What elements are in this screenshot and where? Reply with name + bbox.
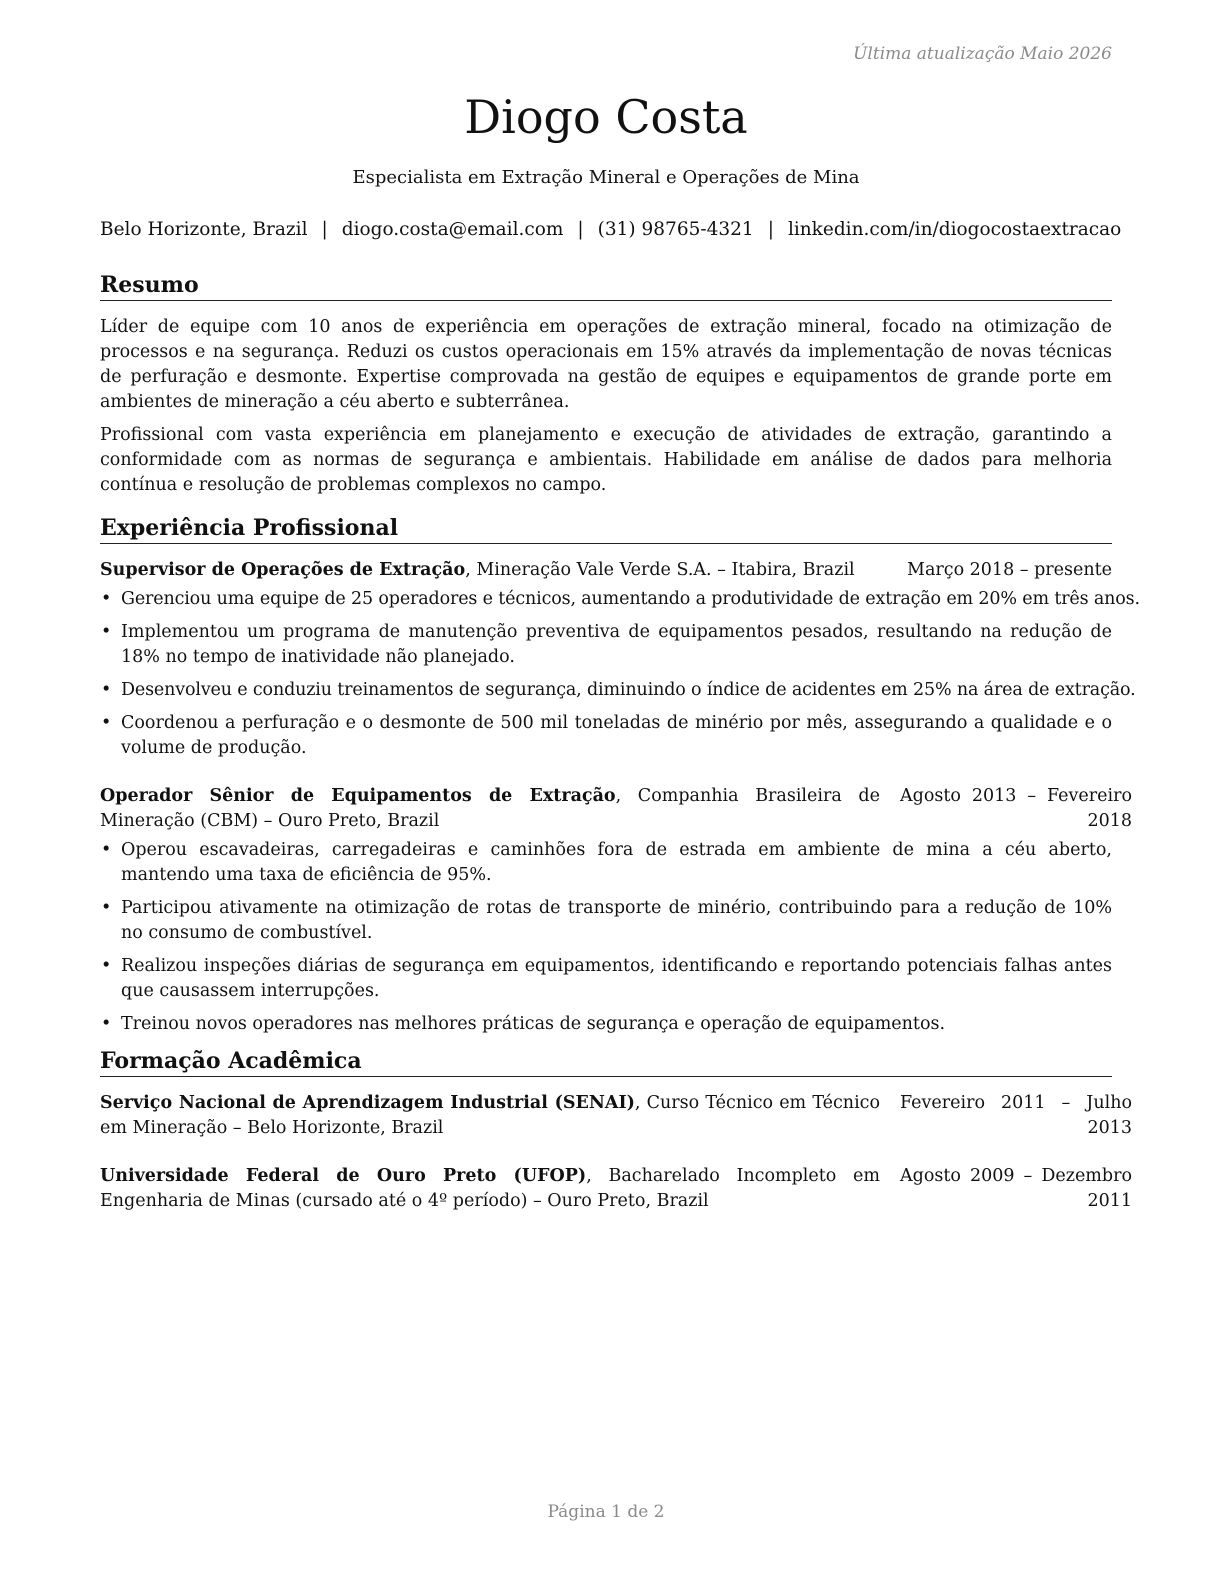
bullet-item: • Realizou inspeções diárias de segurança em equipamentos, identificando e reportando potenciais falhas antes que causassem interrupções. — [100, 954, 1112, 1004]
contact-separator: | — [767, 219, 774, 240]
section-title-summary: Resumo — [100, 271, 1112, 301]
education-dates: Agosto 2009 – Dezembro 2011 — [900, 1166, 1132, 1211]
bullet-item: • Implementou um programa de manutenção preventiva de equipamentos pesados, resultando na redução de 18% no tempo de inatividade não planejado. — [100, 620, 1112, 670]
bullet-item: • Desenvolveu e conduziu treinamentos de segurança, diminuindo o índice de acidentes em 25% na área de extração. — [100, 678, 1112, 703]
summary-paragraph: Líder de equipe com 10 anos de experiência em operações de extração mineral, focado na otimização de processos e na segurança. Reduzi os custos operacionais em 15% através da implementação de novas técnicas de perfuração e desmonte. Expertise comprovada na gestão de equipes e equipamentos de grande porte em ambientes de mineração a céu aberto e subterrânea. — [100, 317, 1112, 412]
education-institution: Universidade Federal de Ouro Preto (UFOP) — [100, 1166, 587, 1186]
bullet-item: • Operou escavadeiras, carregadeiras e caminhões fora de estrada em ambiente de mina a céu aberto, mantendo uma taxa de eficiência de 95%. — [100, 838, 1112, 888]
job-role: Operador Sênior de Equipamentos de Extração — [100, 786, 616, 806]
section-title-experience: Experiência Profissional — [100, 514, 1112, 544]
education-dates: Fevereiro 2011 – Julho 2013 — [900, 1093, 1132, 1138]
education-entry — [100, 1091, 1132, 1141]
job-organization: , Mineração Vale Verde S.A. – Itabira, Brazil — [465, 560, 855, 580]
headline: Especialista em Extração Mineral e Operações de Mina — [352, 167, 860, 188]
bullet-item: • Participou ativamente na otimização de rotas de transporte de minério, contribuindo para a redução de 10% no consumo de combustível. — [100, 896, 1112, 946]
job-header — [100, 784, 1132, 834]
resume-page — [100, 0, 1140, 1584]
summary-paragraph: Profissional com vasta experiência em planejamento e execução de atividades de extração, garantindo a conformidade com as normas de segurança e ambientais. Habilidade em análise de dados para melhoria contínua e resolução de problemas complexos no campo. — [100, 425, 1112, 495]
summary-section — [100, 271, 1112, 506]
job-entry — [100, 558, 1140, 761]
job-header — [100, 558, 1112, 583]
bullet-item: • Treinou novos operadores nas melhores práticas de segurança e operação de equipamentos. — [100, 1012, 1112, 1037]
bullet-item: • Gerenciou uma equipe de 25 operadores e técnicos, aumentando a produtividade de extração em 20% em três anos. — [100, 587, 1112, 612]
education-details: , Curso Técnico em Técnico em Mineração – Belo Horizonte, Brazil — [100, 1093, 880, 1138]
job-organization: , Companhia Brasileira de Mineração (CBM) – Ouro Preto, Brazil — [100, 786, 880, 831]
job-bullets — [100, 838, 1112, 1037]
job-dates: Agosto 2013 – Fevereiro 2018 — [900, 786, 1132, 831]
last-updated: Última atualização Maio 2026 — [853, 44, 1112, 64]
education-entry — [100, 1164, 1132, 1214]
contact-separator: | — [577, 219, 584, 240]
education-section — [100, 1047, 1132, 1214]
job-bullets — [100, 587, 1140, 761]
job-title-line — [100, 784, 900, 834]
page-number: Página 1 de 2 — [547, 1502, 665, 1522]
job-title-line — [100, 558, 907, 583]
job-role: Supervisor de Operações de Extração — [100, 560, 466, 580]
job-dates: Março 2018 – presente — [907, 560, 1112, 580]
experience-section — [100, 514, 1140, 1045]
job-entry — [100, 784, 1132, 1037]
section-title-education: Formação Acadêmica — [100, 1047, 1112, 1077]
education-institution: Serviço Nacional de Aprendizagem Industrial (SENAI) — [100, 1093, 635, 1113]
contact-linkedin[interactable]: linkedin.com/in/diogocostaextracao — [787, 219, 1122, 240]
contact-line — [100, 219, 1122, 240]
education-details: , Bacharelado Incompleto em Engenharia de Minas (cursado até o 4º período) – Ouro Preto, Brazil — [100, 1166, 880, 1211]
contact-location: Belo Horizonte, Brazil — [100, 219, 308, 240]
candidate-name: Diogo Costa — [464, 90, 748, 144]
contact-phone: (31) 98765-4321 — [597, 219, 754, 240]
contact-email[interactable]: diogo.costa@email.com — [341, 219, 564, 240]
contact-separator: | — [321, 219, 328, 240]
bullet-item: • Coordenou a perfuração e o desmonte de 500 mil toneladas de minério por mês, assegurando a qualidade e o volume de produção. — [100, 711, 1112, 761]
education-institution-line — [100, 1164, 900, 1214]
education-institution-line — [100, 1091, 900, 1141]
